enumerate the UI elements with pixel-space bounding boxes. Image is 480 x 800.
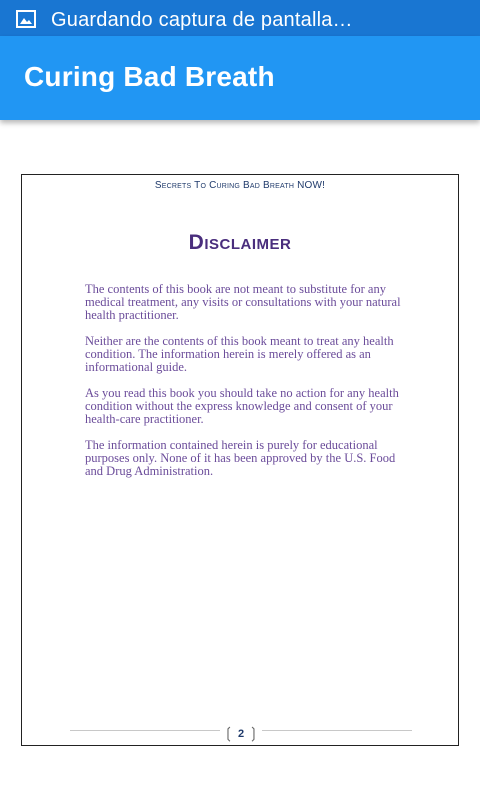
disclaimer-paragraph-2: Neither are the contents of this book meant to treat any health condition. The information herein is merely offered as an informational guide. [85,334,394,375]
document-page[interactable] [21,174,459,746]
status-text: Guardando captura de pantalla… [51,9,353,31]
app-title: Curing Bad Breath [24,61,275,92]
disclaimer-paragraph-1: The contents of this book are not meant to substitute for any medical treatment, any visits or consultations with your natural health practitioner. [85,282,401,323]
document-header: Secrets To Curing Bad Breath NOW! [154,180,326,191]
page-number [220,723,262,741]
page-number-value: 2 [237,728,245,740]
document-heading: Disclaimer [188,231,292,254]
image-icon [16,10,36,28]
status-bar [0,0,480,36]
app-bar [0,36,480,120]
disclaimer-paragraph-4: The information contained herein is purely for educational purposes only. None of it has been approved by the U.S. Food and Drug Administration. [85,438,396,479]
footer-divider-right [262,730,412,731]
disclaimer-paragraph-3: As you read this book you should take no action for any health condition without the express knowledge and consent of your health-care practitioner. [85,386,399,427]
footer-divider-left [70,730,220,731]
page-number-bracket-right: ❳ [247,725,260,742]
page-number-bracket-left: ❲ [222,725,235,742]
